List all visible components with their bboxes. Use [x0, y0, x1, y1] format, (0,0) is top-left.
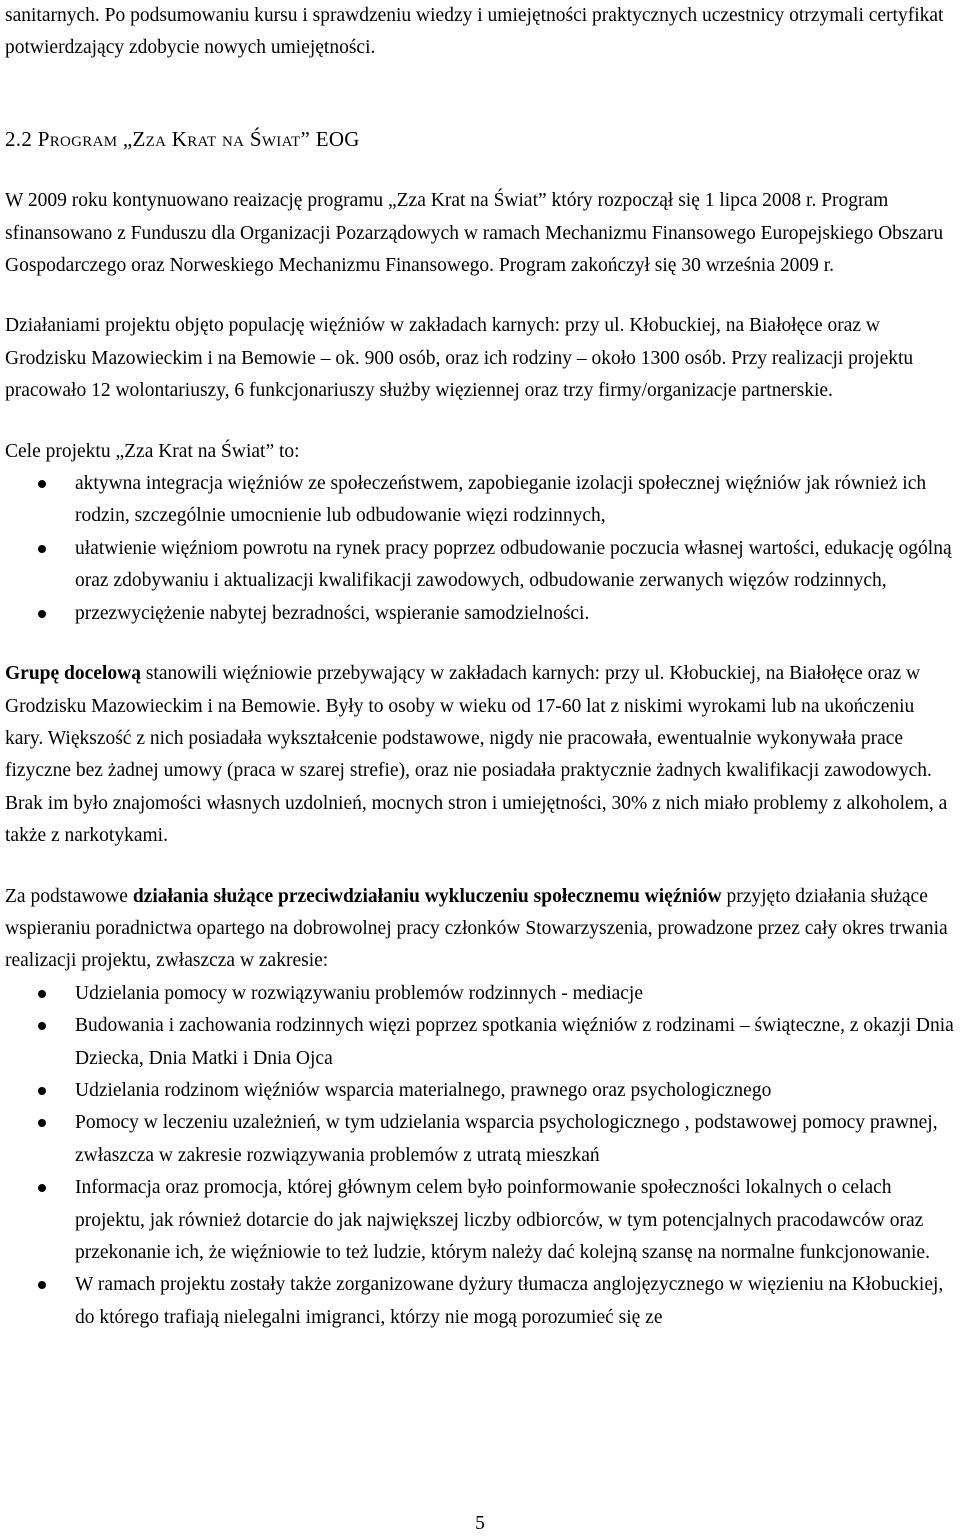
list-item: [5, 978, 955, 1010]
actions-pre: Za podstawowe: [5, 885, 133, 907]
section-heading: [5, 123, 955, 155]
list-item-text: W ramach projektu zostały także zorganizowane dyżury tłumacza anglojęzycznego w więzieniu na Kłobuckiej, do którego trafiają nielegalni imigranci, którzy nie mogą porozumieć się ze: [75, 1274, 944, 1328]
goals-lead: Cele projektu „Zza Krat na Świat” to:: [5, 440, 300, 462]
page-number: 5: [475, 1513, 485, 1534]
list-item-text: Informacja oraz promocja, której głównym celem było poinformowanie społeczności lokalnych o celach projektu, jak również dotarcie do jak największej liczby odbiorców, w tym potencjalnych pracodawców oraz przekonanie ich, że więźniowie to też ludzie, którym należy dać kolejną szansę na normalne funkcjonowanie.: [75, 1177, 930, 1263]
list-item-text: Udzielania pomocy w rozwiązywaniu problemów rodzinnych - mediacje: [75, 982, 644, 1004]
list-item: [5, 1107, 955, 1172]
list-item: [5, 468, 955, 533]
section-number: 2.2: [5, 126, 33, 151]
intro-paragraph: sanitarnych. Po podsumowaniu kursu i sprawdzeniu wiedzy i umiejętności praktycznych uczestnicy otrzymali certyfikat potwierdzający zdobycie nowych umiejętności.: [5, 5, 944, 59]
target-group-paragraph: [5, 658, 955, 852]
list-item-text: aktywna integracja więźniów ze społeczeństwem, zapobieganie izolacji społecznej więźniów jak również ich rodzin, szczególnie umocnienie lub odbudowanie więzi rodzinnych,: [75, 473, 927, 527]
bullet-icon: [38, 480, 46, 488]
list-item-text: Udzielania rodzinom więźniów wsparcia materialnego, prawnego oraz psychologicznego: [75, 1079, 772, 1101]
bullet-icon: [38, 610, 46, 618]
list-item: [5, 1269, 955, 1334]
list-item: [5, 598, 955, 630]
list-item: [5, 533, 955, 598]
list-item-text: ułatwienie więźniom powrotu na rynek pracy poprzez odbudowanie poczucia własnej wartości, edukację ogólną oraz zdobywaniu i aktualizacji kwalifikacji zawodowych, odbudowanie zerwanych więzów rodzinnych,: [75, 537, 952, 592]
actions-list: [5, 978, 955, 1334]
target-group-text: stanowili więźniowie przebywający w zakładach karnych: przy ul. Kłobuckiej, na Białołęce oraz w Grodzisku Mazowieckim i na Bemowie. Były to osoby w wieku od 17-60 lat z niskimi wyrokami lub na ukończeniu kary. Większość z nich posiadała wykształcenie podstawowe, nigdy nie pracowała, ewentualnie wykonywała prace fizyczne bez żadnej umowy (praca w szarej strefie), oraz nie posiadała praktycznie żadnych kwalifikacji zawodowych. Brak im było znajomości własnych uzdolnień, mocnych stron i umiejętności, 30% z nich miało problemy z alkoholem, a także z narkotykami.: [5, 663, 948, 847]
goals-list: [5, 468, 955, 630]
bullet-icon: [38, 1184, 46, 1192]
bullet-icon: [38, 1281, 46, 1289]
bullet-icon: [38, 545, 46, 553]
actions-post: przyjęto działania służące wspieraniu poradnictwa opartego na dobrowolnej pracy członków Stowarzyszenia, prowadzone przez cały okres trwania realizacji projektu, zwłaszcza w zakresie:: [5, 885, 948, 972]
document-page: [5, 0, 955, 1334]
bullet-icon: [38, 1087, 46, 1095]
list-item: [5, 1172, 955, 1269]
bullet-icon: [38, 1119, 46, 1127]
list-item-text: Budowania i zachowania rodzinnych więzi poprzez spotkania więźniów z rodzinami – świąteczne, z okazji Dnia Dziecka, Dnia Matki i Dnia Ojca: [75, 1015, 954, 1069]
bullet-icon: [38, 1022, 46, 1030]
list-item: [5, 1075, 955, 1107]
list-item-text: Pomocy w leczeniu uzależnień, w tym udzielania wsparcia psychologicznego , podstawowej pomocy prawnej, zwłaszcza w zakresie rozwiązywania problemów z utratą mieszkań: [75, 1112, 938, 1166]
actions-paragraph: [5, 881, 955, 978]
actions-bold: działania służące przeciwdziałaniu wykluczeniu społecznemu więźniów: [132, 885, 722, 907]
target-group-bold: Grupę docelową: [5, 663, 141, 685]
list-item: [5, 1010, 955, 1075]
list-item-text: przezwyciężenie nabytej bezradności, wspieranie samodzielności.: [75, 602, 590, 624]
population-paragraph: Działaniami projektu objęto populację więźniów w zakładach karnych: przy ul. Kłobuckiej, na Białołęce oraz w Grodzisku Mazowieckim i na Bemowie – ok. 900 osób, oraz ich rodziny – około 1300 osób. Przy realizacji projektu pracowało 12 wolontariuszy, 6 funkcjonariuszy służby więziennej oraz trzy firmy/organizacje partnerskie.: [5, 315, 914, 402]
bullet-icon: [38, 990, 46, 998]
section-title: Program „Zza Krat na Świat” EOG: [37, 126, 360, 151]
program-paragraph: W 2009 roku kontynuowano reaizację programu „Zza Krat na Świat” który rozpoczął się 1 lipca 2008 r. Program sfinansowano z Funduszu dla Organizacji Pozarządowych w ramach Mechanizmu Finansowego Europejskiego Obszaru Gospodarczego oraz Norweskiego Mechanizmu Finansowego. Program zakończył się 30 września 2009 r.: [5, 190, 944, 277]
